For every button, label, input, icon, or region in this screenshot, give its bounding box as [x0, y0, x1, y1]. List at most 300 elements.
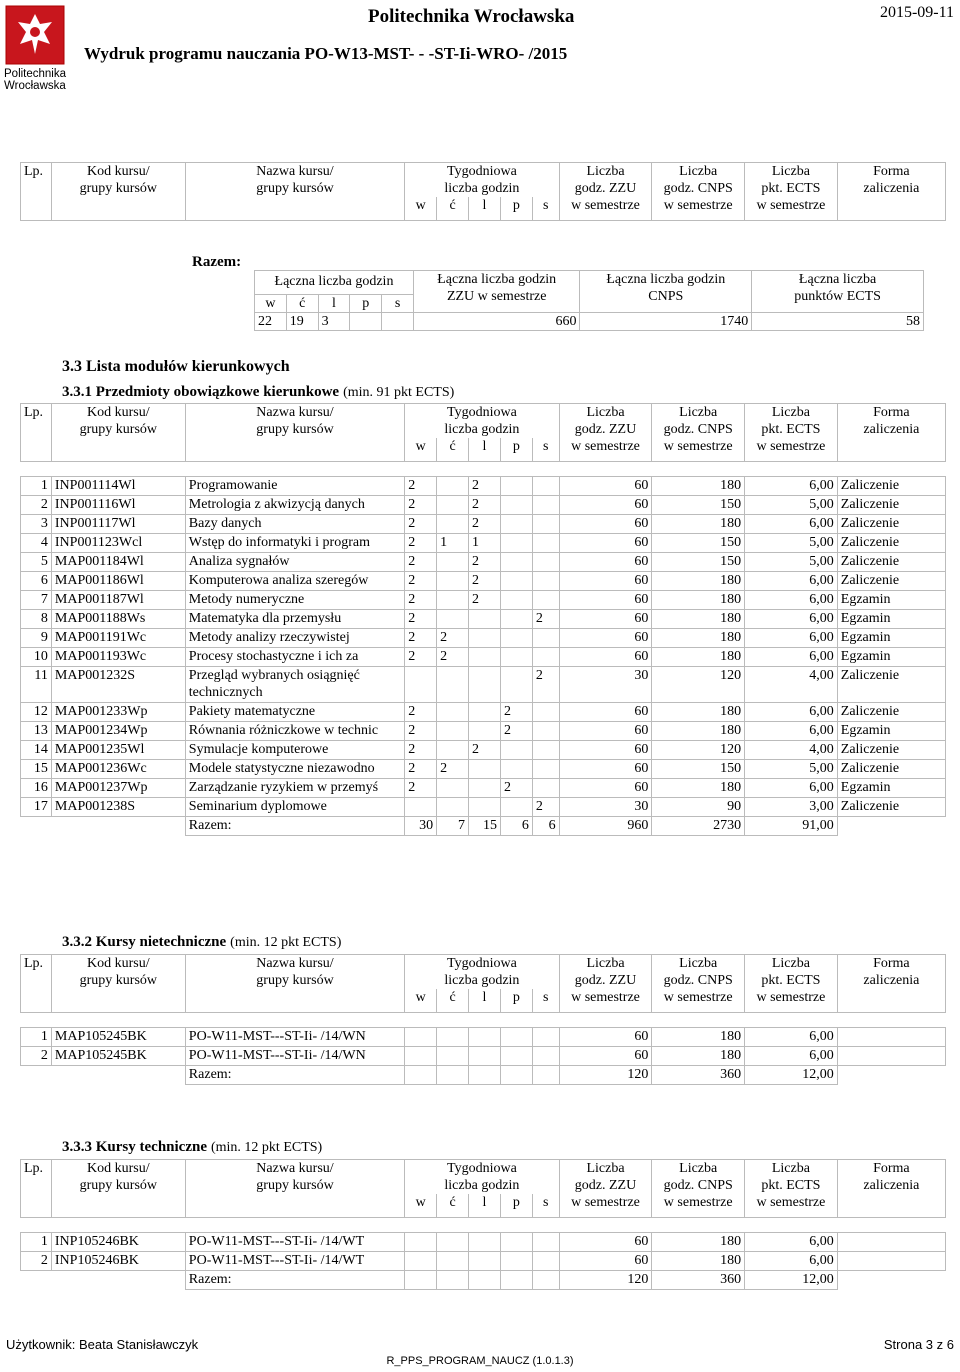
total-c	[437, 1066, 469, 1085]
row-s	[532, 741, 559, 760]
row-c	[437, 553, 469, 572]
summary-ects-header: Łączna liczba punktów ECTS	[752, 271, 924, 313]
header-zzu: Liczba godz. ZZU w semestrze	[559, 404, 652, 462]
row-cnps: 150	[652, 553, 745, 572]
row-p	[500, 798, 532, 817]
total-p	[500, 1066, 532, 1085]
row-lp: 4	[21, 534, 52, 553]
row-ects: 6,00	[745, 591, 838, 610]
row-p	[500, 1047, 532, 1066]
row-lp: 3	[21, 515, 52, 534]
row-w: 2	[405, 741, 437, 760]
header-ects: Liczba pkt. ECTS w semestrze	[745, 404, 838, 462]
row-assessment-form: Zaliczenie	[837, 667, 945, 703]
row-c	[437, 591, 469, 610]
row-l	[469, 722, 501, 741]
row-zzu: 60	[559, 779, 652, 798]
row-p	[500, 629, 532, 648]
total-c: 7	[437, 817, 469, 836]
row-course-code: INP105246BK	[51, 1233, 185, 1252]
summary-s	[382, 313, 414, 331]
header-lp: Lp.	[21, 163, 52, 221]
total-zzu: 960	[559, 817, 652, 836]
row-course-name: Wstęp do informatyki i program	[185, 534, 404, 553]
row-course-code: MAP001187Wl	[51, 591, 185, 610]
footer-user: Użytkownik: Beata Stanisławczyk	[6, 1337, 199, 1352]
header-l: l	[469, 438, 501, 462]
row-l	[469, 703, 501, 722]
header-p: p	[500, 989, 532, 1013]
row-p	[500, 515, 532, 534]
row-assessment-form: Egzamin	[837, 591, 945, 610]
row-ects: 6,00	[745, 1047, 838, 1066]
row-course-code: MAP105245BK	[51, 1028, 185, 1047]
row-cnps: 180	[652, 648, 745, 667]
row-c	[437, 798, 469, 817]
row-l	[469, 629, 501, 648]
header-c: ć	[437, 1194, 469, 1218]
table-row	[21, 534, 946, 553]
row-lp: 10	[21, 648, 52, 667]
header-weekly-hours: Tygodniowa liczba godzin	[405, 955, 559, 990]
row-course-name: Metody analizy rzeczywistej	[185, 629, 404, 648]
table-row	[21, 741, 946, 760]
row-s	[532, 648, 559, 667]
row-ects: 4,00	[745, 741, 838, 760]
table-row	[21, 779, 946, 798]
row-cnps: 180	[652, 1252, 745, 1271]
header-c: ć	[437, 989, 469, 1013]
row-course-name: Przegląd wybranych osiągnięć technicznych	[185, 667, 404, 703]
header-s: s	[532, 1194, 559, 1218]
row-cnps: 180	[652, 1047, 745, 1066]
row-course-code: MAP001184Wl	[51, 553, 185, 572]
row-course-code: MAP001233Wp	[51, 703, 185, 722]
row-zzu: 60	[559, 515, 652, 534]
row-s	[532, 1252, 559, 1271]
row-p	[500, 741, 532, 760]
row-lp: 16	[21, 779, 52, 798]
header-course-code: Kod kursu/ grupy kursów	[51, 955, 185, 1013]
row-course-name: Symulacje komputerowe	[185, 741, 404, 760]
row-c	[437, 1028, 469, 1047]
table-row	[21, 553, 946, 572]
row-lp: 14	[21, 741, 52, 760]
row-lp: 9	[21, 629, 52, 648]
total-p: 6	[500, 817, 532, 836]
row-p	[500, 591, 532, 610]
header-w: w	[405, 1194, 437, 1218]
total-label: Razem:	[185, 817, 404, 836]
row-course-code: MAP001236Wc	[51, 760, 185, 779]
summary-l: 3	[318, 313, 350, 331]
row-course-code: MAP001188Ws	[51, 610, 185, 629]
row-w	[405, 667, 437, 703]
row-course-name: Pakiety matematyczne	[185, 703, 404, 722]
table-row	[21, 1252, 946, 1271]
header-cnps: Liczba godz. CNPS w semestrze	[652, 404, 745, 462]
table-total-row	[21, 1271, 946, 1290]
row-l	[469, 798, 501, 817]
row-course-name: PO-W11-MST---ST-Ii- /14/WT	[185, 1252, 404, 1271]
table-total-row	[21, 817, 946, 836]
row-zzu: 60	[559, 553, 652, 572]
row-cnps: 180	[652, 591, 745, 610]
total-l	[469, 1271, 501, 1290]
row-w: 2	[405, 572, 437, 591]
total-s	[532, 1271, 559, 1290]
row-course-name: PO-W11-MST---ST-Ii- /14/WN	[185, 1047, 404, 1066]
row-course-name: PO-W11-MST---ST-Ii- /14/WT	[185, 1233, 404, 1252]
row-zzu: 60	[559, 760, 652, 779]
total-cnps: 360	[652, 1066, 745, 1085]
row-lp: 2	[21, 1047, 52, 1066]
row-zzu: 60	[559, 1233, 652, 1252]
header-p: p	[500, 197, 532, 221]
header-assessment-form: Forma zaliczenia	[837, 955, 945, 1013]
row-course-name: Komputerowa analiza szeregów	[185, 572, 404, 591]
row-course-name: Programowanie	[185, 477, 404, 496]
row-zzu: 60	[559, 496, 652, 515]
table-332	[20, 954, 946, 1085]
footer-page-number: Strona 3 z 6	[883, 1337, 954, 1352]
row-zzu: 60	[559, 591, 652, 610]
row-lp: 5	[21, 553, 52, 572]
total-ects: 12,00	[745, 1066, 838, 1085]
header-w: w	[405, 197, 437, 221]
table-331	[20, 403, 946, 836]
row-course-code: INP105246BK	[51, 1252, 185, 1271]
row-s	[532, 760, 559, 779]
row-p	[500, 1233, 532, 1252]
row-zzu: 60	[559, 703, 652, 722]
subsection-331-title: 3.3.1 Przedmioty obowiązkowe kierunkowe (min. 91 pkt ECTS)	[62, 384, 455, 400]
row-assessment-form	[837, 1047, 945, 1066]
header-ects: Liczba pkt. ECTS w semestrze	[745, 955, 838, 1013]
row-l	[469, 760, 501, 779]
logo-text-line1: Politechnika	[4, 68, 67, 80]
header-zzu: Liczba godz. ZZU w semestrze	[559, 955, 652, 1013]
row-c	[437, 477, 469, 496]
summary-ects: 58	[752, 313, 924, 331]
table-row	[21, 496, 946, 515]
header-zzu: Liczba godz. ZZU w semestrze	[559, 1160, 652, 1218]
row-s	[532, 703, 559, 722]
table-row	[21, 515, 946, 534]
logo-text-line2: Wrocławska	[4, 80, 66, 92]
row-s	[532, 534, 559, 553]
print-date: 2015-09-11	[879, 4, 954, 21]
table-333	[20, 1159, 946, 1290]
summary-table	[254, 270, 924, 331]
total-ects: 12,00	[745, 1271, 838, 1290]
summary-cnps: 1740	[580, 313, 752, 331]
row-course-code: MAP105245BK	[51, 1047, 185, 1066]
row-w: 2	[405, 534, 437, 553]
header-p: p	[500, 1194, 532, 1218]
total-label: Razem:	[185, 1271, 404, 1290]
row-c	[437, 610, 469, 629]
row-l: 2	[469, 572, 501, 591]
table-row	[21, 591, 946, 610]
total-zzu: 120	[559, 1271, 652, 1290]
row-assessment-form: Egzamin	[837, 610, 945, 629]
row-zzu: 60	[559, 1252, 652, 1271]
row-l: 2	[469, 477, 501, 496]
row-ects: 6,00	[745, 1233, 838, 1252]
row-l: 2	[469, 591, 501, 610]
total-w	[405, 1066, 437, 1085]
row-ects: 6,00	[745, 572, 838, 591]
summary-p	[350, 313, 382, 331]
row-cnps: 180	[652, 610, 745, 629]
row-s	[532, 572, 559, 591]
row-assessment-form: Egzamin	[837, 722, 945, 741]
row-s	[532, 591, 559, 610]
row-course-name: Metody numeryczne	[185, 591, 404, 610]
row-s	[532, 779, 559, 798]
row-course-name: Modele statystyczne niezawodno	[185, 760, 404, 779]
header-s: s	[532, 989, 559, 1013]
table-row	[21, 760, 946, 779]
row-w: 2	[405, 477, 437, 496]
row-c	[437, 496, 469, 515]
summary-cnps-header: Łączna liczba godzin CNPS	[580, 271, 752, 313]
header-l: l	[469, 1194, 501, 1218]
row-lp: 13	[21, 722, 52, 741]
row-ects: 5,00	[745, 496, 838, 515]
row-assessment-form	[837, 1028, 945, 1047]
row-course-name: Metrologia z akwizycją danych	[185, 496, 404, 515]
row-lp: 1	[21, 1233, 52, 1252]
row-assessment-form	[837, 1252, 945, 1271]
header-cnps: Liczba godz. CNPS w semestrze	[652, 955, 745, 1013]
row-cnps: 180	[652, 477, 745, 496]
row-assessment-form: Zaliczenie	[837, 703, 945, 722]
header-course-code: Kod kursu/ grupy kursów	[51, 163, 185, 221]
header-weekly-hours: Tygodniowa liczba godzin	[405, 404, 559, 439]
row-w: 2	[405, 760, 437, 779]
row-l	[469, 1233, 501, 1252]
total-zzu: 120	[559, 1066, 652, 1085]
row-lp: 1	[21, 1028, 52, 1047]
subsection-333-title: 3.3.3 Kursy techniczne (min. 12 pkt ECTS)	[62, 1139, 323, 1155]
row-assessment-form	[837, 1233, 945, 1252]
header-course-name: Nazwa kursu/ grupy kursów	[185, 163, 404, 221]
row-c	[437, 722, 469, 741]
row-lp: 2	[21, 1252, 52, 1271]
row-zzu: 60	[559, 722, 652, 741]
table-total-row	[21, 1066, 946, 1085]
row-w: 2	[405, 496, 437, 515]
header-cnps: Liczba godz. CNPS w semestrze	[652, 1160, 745, 1218]
row-l	[469, 610, 501, 629]
row-course-name: Seminarium dyplomowe	[185, 798, 404, 817]
row-ects: 6,00	[745, 1028, 838, 1047]
subsection-331-min: (min. 91 pkt ECTS)	[343, 385, 455, 400]
header-lp: Lp.	[21, 955, 52, 1013]
row-ects: 6,00	[745, 629, 838, 648]
row-p	[500, 477, 532, 496]
row-c: 2	[437, 648, 469, 667]
row-w	[405, 1252, 437, 1271]
header-w: w	[405, 438, 437, 462]
row-l	[469, 1252, 501, 1271]
total-ects: 91,00	[745, 817, 838, 836]
summary-total-hours-header: Łączna liczba godzin	[255, 271, 414, 295]
row-c	[437, 572, 469, 591]
summary-w-header: w	[255, 295, 287, 313]
row-p	[500, 1252, 532, 1271]
header-course-name: Nazwa kursu/ grupy kursów	[185, 1160, 404, 1218]
row-assessment-form: Zaliczenie	[837, 760, 945, 779]
table-row	[21, 798, 946, 817]
row-w: 2	[405, 515, 437, 534]
row-p	[500, 572, 532, 591]
row-l: 2	[469, 741, 501, 760]
row-cnps: 180	[652, 1028, 745, 1047]
subsection-332-min: (min. 12 pkt ECTS)	[230, 935, 342, 950]
row-p	[500, 760, 532, 779]
row-assessment-form: Zaliczenie	[837, 741, 945, 760]
summary-p-header: p	[350, 295, 382, 313]
row-cnps: 120	[652, 667, 745, 703]
row-c: 2	[437, 629, 469, 648]
row-course-code: INP001117Wl	[51, 515, 185, 534]
row-ects: 6,00	[745, 703, 838, 722]
row-assessment-form: Egzamin	[837, 779, 945, 798]
row-lp: 8	[21, 610, 52, 629]
row-course-code: MAP001235Wl	[51, 741, 185, 760]
row-assessment-form: Zaliczenie	[837, 477, 945, 496]
table-row	[21, 1047, 946, 1066]
row-s	[532, 722, 559, 741]
row-p	[500, 667, 532, 703]
row-course-code: MAP001237Wp	[51, 779, 185, 798]
table-row	[21, 610, 946, 629]
row-c	[437, 515, 469, 534]
row-zzu: 60	[559, 648, 652, 667]
row-cnps: 90	[652, 798, 745, 817]
row-ects: 6,00	[745, 779, 838, 798]
row-zzu: 60	[559, 629, 652, 648]
row-w	[405, 1233, 437, 1252]
row-ects: 6,00	[745, 1252, 838, 1271]
row-s: 2	[532, 667, 559, 703]
row-w: 2	[405, 722, 437, 741]
row-zzu: 60	[559, 1047, 652, 1066]
row-p	[500, 534, 532, 553]
row-cnps: 180	[652, 572, 745, 591]
header-assessment-form: Forma zaliczenia	[837, 1160, 945, 1218]
row-assessment-form: Zaliczenie	[837, 553, 945, 572]
table-row	[21, 477, 946, 496]
summary-c-header: ć	[286, 295, 318, 313]
row-course-code: MAP001234Wp	[51, 722, 185, 741]
row-p	[500, 648, 532, 667]
row-c	[437, 667, 469, 703]
row-c	[437, 1233, 469, 1252]
row-ects: 6,00	[745, 477, 838, 496]
total-l	[469, 1066, 501, 1085]
summary-zzu-header: Łączna liczba godzin ZZU w semestrze	[413, 271, 579, 313]
row-ects: 6,00	[745, 515, 838, 534]
row-l: 1	[469, 534, 501, 553]
row-w	[405, 1047, 437, 1066]
table-row	[21, 1233, 946, 1252]
row-cnps: 120	[652, 741, 745, 760]
row-lp: 1	[21, 477, 52, 496]
row-zzu: 60	[559, 741, 652, 760]
header-weekly-hours: Tygodniowa liczba godzin	[405, 1160, 559, 1195]
row-assessment-form: Zaliczenie	[837, 798, 945, 817]
eagle-crest-icon	[4, 4, 66, 66]
row-w: 2	[405, 648, 437, 667]
row-lp: 17	[21, 798, 52, 817]
row-s	[532, 496, 559, 515]
row-ects: 5,00	[745, 760, 838, 779]
header-weekly-hours: Tygodniowa liczba godzin	[405, 163, 559, 198]
row-l: 2	[469, 496, 501, 515]
header-w: w	[405, 989, 437, 1013]
row-p: 2	[500, 779, 532, 798]
row-l: 2	[469, 553, 501, 572]
header-l: l	[469, 989, 501, 1013]
row-p	[500, 610, 532, 629]
table-row	[21, 703, 946, 722]
row-s: 2	[532, 610, 559, 629]
row-w: 2	[405, 591, 437, 610]
row-assessment-form: Zaliczenie	[837, 515, 945, 534]
section-title: 3.3 Lista modułów kierunkowych	[62, 358, 290, 375]
header-course-code: Kod kursu/ grupy kursów	[51, 404, 185, 462]
row-c	[437, 779, 469, 798]
row-p	[500, 553, 532, 572]
subsection-333-min: (min. 12 pkt ECTS)	[210, 1140, 323, 1155]
row-s: 2	[532, 798, 559, 817]
header-c: ć	[437, 197, 469, 221]
header-s: s	[532, 438, 559, 462]
total-w: 30	[405, 817, 437, 836]
row-c	[437, 1252, 469, 1271]
row-lp: 11	[21, 667, 52, 703]
row-zzu: 60	[559, 610, 652, 629]
row-course-code: MAP001186Wl	[51, 572, 185, 591]
row-cnps: 180	[652, 1233, 745, 1252]
row-ects: 5,00	[745, 534, 838, 553]
row-cnps: 180	[652, 629, 745, 648]
row-course-name: Analiza sygnałów	[185, 553, 404, 572]
row-p: 2	[500, 722, 532, 741]
document-title: Wydruk programu nauczania PO-W13-MST- - -ST-Ii-WRO- /2015	[84, 44, 568, 63]
table-row	[21, 629, 946, 648]
header-course-code: Kod kursu/ grupy kursów	[51, 1160, 185, 1218]
row-w: 2	[405, 610, 437, 629]
row-ects: 6,00	[745, 648, 838, 667]
row-l	[469, 1047, 501, 1066]
row-l: 2	[469, 515, 501, 534]
row-s	[532, 553, 559, 572]
row-cnps: 150	[652, 496, 745, 515]
row-cnps: 180	[652, 722, 745, 741]
row-lp: 12	[21, 703, 52, 722]
total-c	[437, 1271, 469, 1290]
row-s	[532, 1028, 559, 1047]
header-lp: Lp.	[21, 1160, 52, 1218]
university-name: Politechnika Wrocławska	[368, 6, 575, 27]
summary-c: 19	[286, 313, 318, 331]
row-zzu: 60	[559, 477, 652, 496]
